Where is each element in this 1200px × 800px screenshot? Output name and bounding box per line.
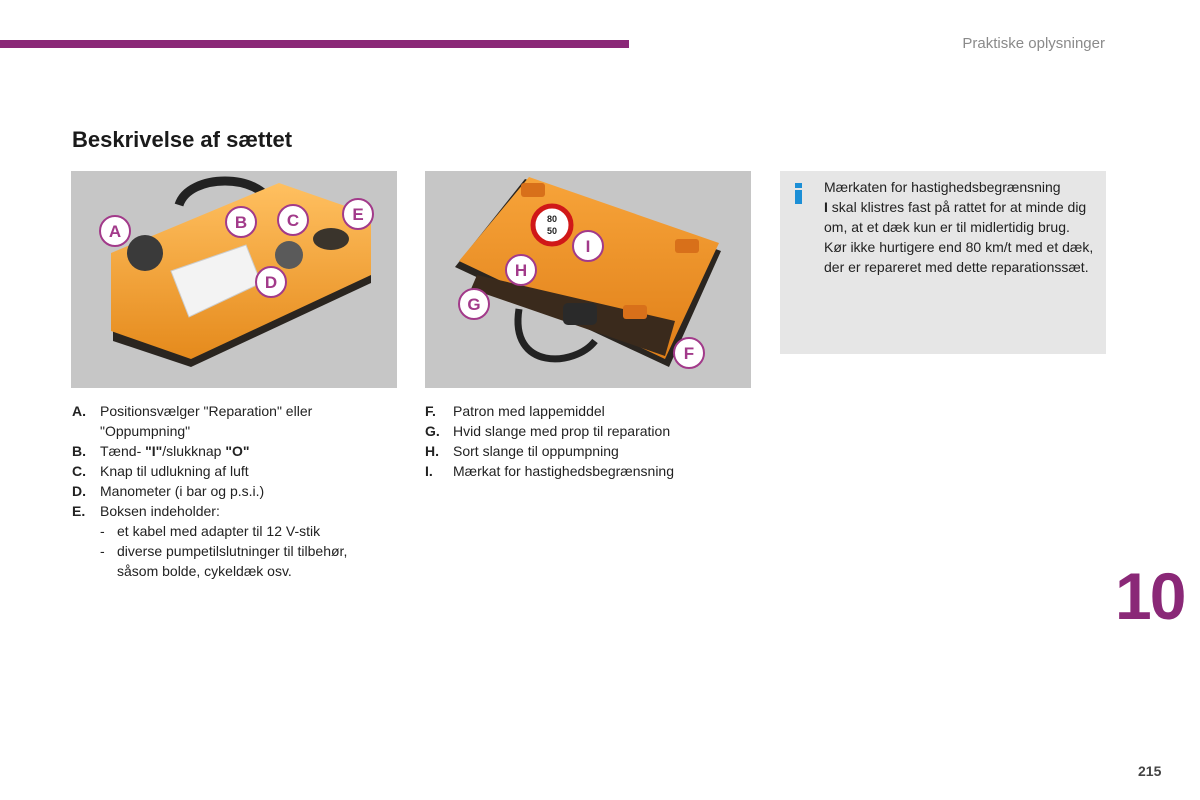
legend-key: A.	[72, 403, 86, 419]
legend-item	[425, 421, 755, 441]
legend-item	[425, 441, 755, 461]
legend-text: Knap til udlukning af luft	[100, 463, 249, 479]
svg-text:D: D	[264, 273, 278, 292]
info-bold-marker: I	[824, 199, 828, 215]
callout-b	[226, 207, 256, 237]
legend-key: E.	[72, 503, 86, 519]
selector-dial	[127, 235, 163, 271]
info-line: skal klistres fast på rattet for at minde dig om, at et dæk kun er til midlertidig brug.	[824, 199, 1087, 235]
callout-f	[674, 338, 704, 368]
page-number: 215	[1138, 763, 1162, 779]
svg-text:E: E	[352, 205, 364, 224]
svg-text:H: H	[514, 261, 528, 280]
sealant-cartridge	[563, 303, 597, 325]
legend-item	[72, 401, 392, 441]
callout-a	[100, 216, 130, 246]
legend-subitem: - et kabel med adapter til 12 V-stik	[100, 523, 321, 539]
info-box	[780, 171, 1106, 354]
legend-subitem: - diverse pumpetilslutninger til tilbehør, såsom bolde, cykeldæk osv.	[72, 541, 392, 581]
legend-key: D.	[72, 483, 86, 499]
legend-item	[425, 401, 755, 421]
legend-subitem-text: et kabel med adapter til 12 V-stik	[117, 523, 321, 539]
legend-item	[425, 461, 755, 481]
svg-text:C: C	[286, 211, 300, 230]
compressor-underside-figure	[425, 171, 751, 388]
callout-e	[343, 199, 373, 229]
legend-text: Tænd- "I"/slukknap "O"	[100, 443, 250, 459]
page-title: Beskrivelse af sættet	[72, 127, 293, 152]
svg-text:80: 80	[546, 214, 558, 224]
legend-key: B.	[72, 443, 86, 459]
legend-item	[72, 481, 392, 501]
speed-limit-sticker	[533, 206, 571, 244]
legend-key: I.	[425, 463, 433, 479]
legend-text: Mærkat for hastighedsbegrænsning	[453, 463, 675, 479]
legend-text: Positionsvælger "Reparation" eller "Oppumpning"	[100, 403, 313, 439]
compressor-figure	[71, 171, 397, 388]
header-accent-bar	[0, 40, 629, 48]
callout-g	[459, 289, 489, 319]
svg-text:I: I	[585, 237, 591, 256]
legend-left	[72, 401, 392, 581]
pressure-gauge	[275, 241, 303, 269]
legend-right	[425, 401, 755, 481]
storage-compartment	[313, 228, 349, 250]
info-text	[824, 177, 1100, 277]
foot-pad	[521, 183, 545, 197]
legend-item	[72, 501, 392, 521]
foot-pad	[623, 305, 647, 319]
legend-text: Boksen indeholder:	[100, 503, 220, 519]
legend-text: Patron med lappemiddel	[453, 403, 605, 419]
callout-i	[573, 231, 603, 261]
svg-text:G: G	[467, 295, 481, 314]
callout-h	[506, 255, 536, 285]
legend-text: Manometer (i bar og p.s.i.)	[100, 483, 265, 499]
callout-d	[256, 267, 286, 297]
svg-text:F: F	[683, 344, 695, 363]
svg-text:50: 50	[546, 226, 558, 236]
svg-text:B: B	[234, 213, 248, 232]
legend-item	[72, 461, 392, 481]
legend-key: F.	[425, 403, 436, 419]
legend-text: Sort slange til oppumpning	[453, 443, 619, 459]
legend-key: H.	[425, 443, 439, 459]
info-icon	[795, 183, 805, 204]
legend-subitem-text: diverse pumpetilslutninger til tilbehør, såsom bolde, cykeldæk osv.	[117, 543, 348, 579]
callout-c	[278, 205, 308, 235]
legend-key: G.	[425, 423, 440, 439]
legend-item	[72, 441, 392, 461]
svg-text:A: A	[108, 222, 122, 241]
section-header: Praktiske oplysninger	[962, 35, 1105, 52]
info-line: Kør ikke hurtigere end 80 km/t med et dæk, der er repareret med dette reparationssæt.	[824, 239, 1094, 275]
foot-pad	[675, 239, 699, 253]
info-line: Mærkaten for hastighedsbegrænsning	[824, 179, 1061, 195]
legend-key: C.	[72, 463, 86, 479]
legend-text: Hvid slange med prop til reparation	[453, 423, 671, 439]
chapter-number: 10	[1115, 559, 1185, 633]
